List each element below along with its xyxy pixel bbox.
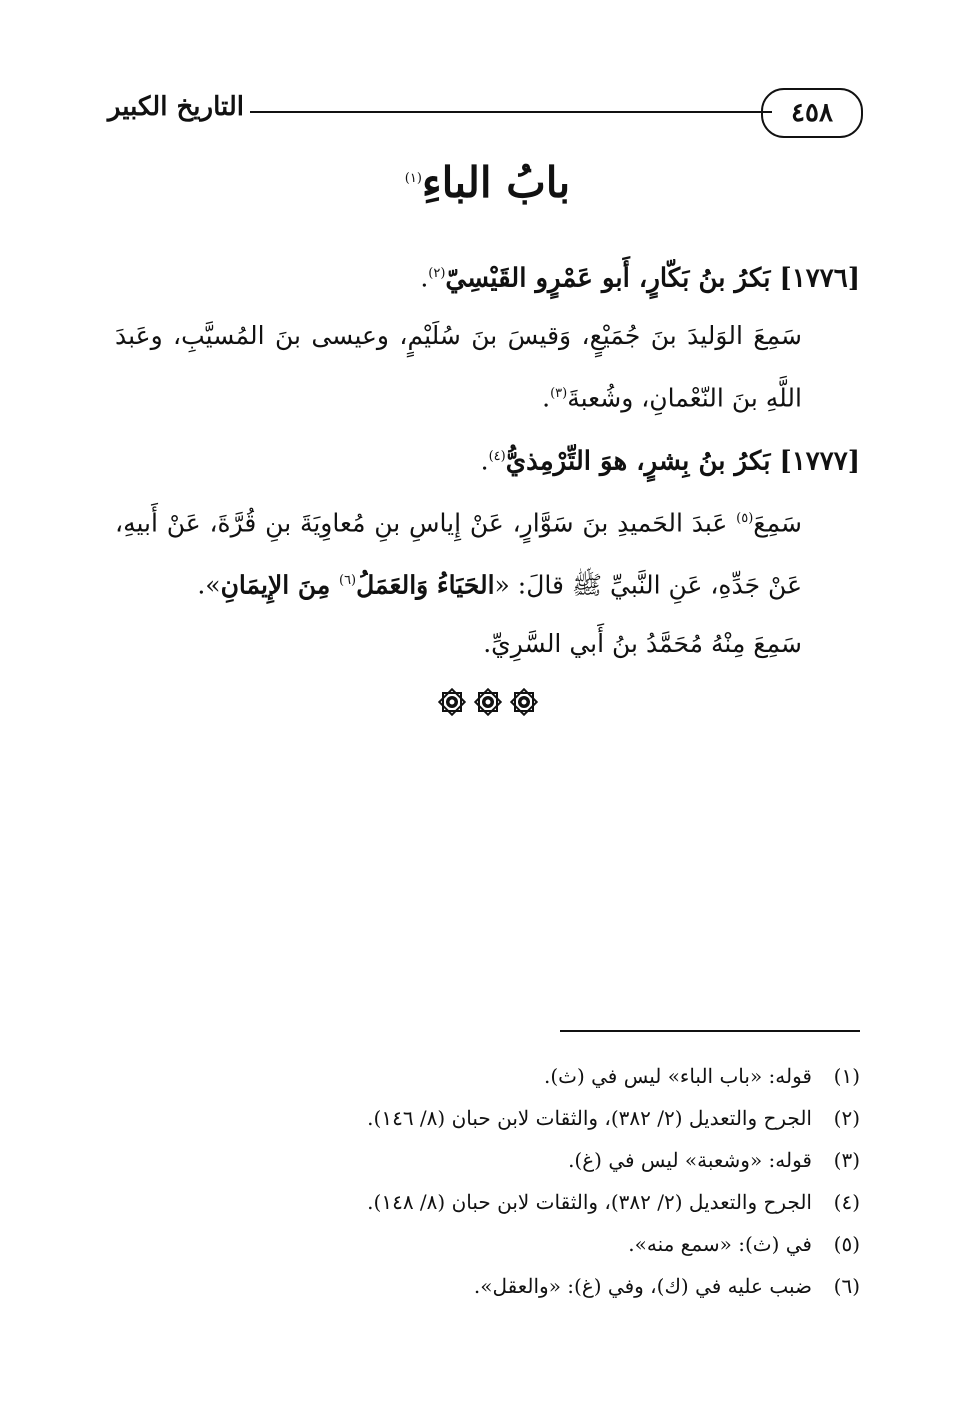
header-rule (250, 111, 772, 113)
footnote-separator (560, 1030, 860, 1032)
rosette-icon (438, 688, 466, 716)
rosette-icon (510, 688, 538, 716)
section-ornament (0, 688, 975, 716)
footnote-item (115, 1181, 860, 1223)
footnote-item (115, 1265, 860, 1307)
running-title: التاريخ الكبير (107, 92, 244, 122)
footnote-item (115, 1097, 860, 1139)
footnotes (115, 1055, 860, 1307)
entry-heading-text: [١٧٧٧] بَكرُ بنُ بِشرٍ، هوَ التِّرْمِذيُّ (505, 445, 860, 476)
footnote-ref-5[interactable]: (٥) (736, 510, 754, 526)
entry-1777-text (115, 490, 860, 615)
entry-1776-text (115, 307, 860, 427)
hadith-text-a: الحَيَاءُ وَالعَمَلُ (356, 570, 495, 600)
hadith-text-b: مِنَ الإِيمَانِ (220, 570, 339, 600)
footnote-text: قوله: «باب الباء» ليس في (ث). (543, 1064, 812, 1088)
footnote-text: في (ث): «سمع منه». (628, 1232, 812, 1256)
chapter-title-text: بابُ الباءِ (421, 158, 571, 207)
main-text (115, 245, 860, 673)
footnote-ref-1[interactable]: (١) (404, 171, 422, 186)
footnote-number: (٦) (833, 1274, 860, 1298)
footnote-number: (١) (833, 1064, 860, 1088)
page-number (761, 88, 863, 138)
footnote-number: (٣) (833, 1148, 860, 1172)
entry-text-b: عَبدَ الحَميدِ بنَ سَوَّارٍ، عَنْ إِياسِ بنِ مُعاوِيَةَ بنِ قُرَّةَ، عَنْ أَبيهِ، عَنْ جَدِّهِ، عَنِ النَّبيِّ ﷺ قالَ: « (115, 508, 802, 600)
entry-1776-heading (115, 245, 860, 307)
footnote-ref-3[interactable]: (٣) (550, 386, 568, 402)
footnote-text: قوله: «وشعبة» ليس في (غ). (568, 1148, 812, 1172)
footnote-item (115, 1139, 860, 1181)
chapter-title (0, 158, 975, 208)
rosette-icon (474, 688, 502, 716)
page-number-text: ٤٥٨ (791, 98, 833, 128)
footnote-ref-6[interactable]: (٦) (338, 573, 357, 589)
footnote-item (115, 1223, 860, 1265)
footnote-number: (٥) (833, 1232, 860, 1256)
footnote-text: ضبب عليه في (ك)، وفي (غ): «والعقل». (473, 1274, 812, 1298)
footnote-text: الجرح والتعديل (٢/ ٣٨٢)، والثقات لابن حبان (٨/ ١٤٨). (367, 1190, 812, 1214)
entry-heading-text: [١٧٧٦] بَكرُ بنُ بَكّارٍ، أَبو عَمْرٍو القَيْسِيّ (445, 263, 860, 294)
entry-heading-end: . (480, 445, 489, 475)
footnote-number: (٤) (833, 1190, 860, 1214)
footnote-text: الجرح والتعديل (٢/ ٣٨٢)، والثقات لابن حبان (٨/ ١٤٦). (367, 1106, 812, 1130)
entry-text-c: ». (197, 570, 221, 600)
footnote-ref-4[interactable]: (٤) (488, 448, 506, 464)
entry-heading-end: . (420, 263, 429, 293)
entry-text-end: . (542, 383, 551, 413)
entry-1777-heading (115, 428, 860, 490)
entry-1777-text-2 (115, 615, 860, 673)
entry-text-2: سَمِعَ مِنْهُ مُحَمَّدُ بنُ أَبي السَّرِيِّ. (483, 628, 802, 658)
footnote-ref-2[interactable]: (٢) (428, 266, 446, 281)
entry-text: سَمِعَ الوَليدَ بنَ جُمَيْعٍ، وَقيسَ بنَ سُلَيْمٍ، وعيسى بنَ المُسيَّبِ، وعَبدَ اللَّهِ بنَ النّعْمانِ، وشُعبةَ (115, 321, 802, 413)
footnote-number: (٢) (833, 1106, 860, 1130)
entry-text-a: سَمِعَ (753, 508, 802, 538)
footnote-item (115, 1055, 860, 1097)
